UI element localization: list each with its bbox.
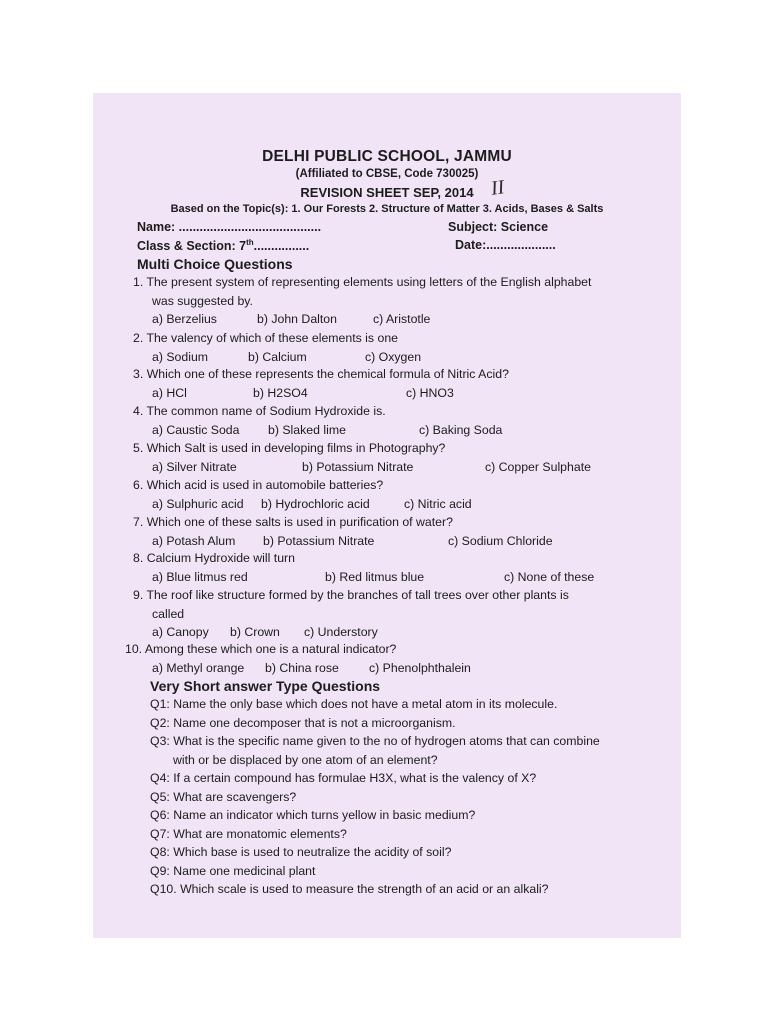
question-number: 2. <box>133 331 147 345</box>
mcq-question-text: 5. Which Salt is used in developing films in Photography? <box>133 441 446 455</box>
mcq-question-text: called <box>152 606 185 621</box>
mcq-question-text: 3. Which one of these represents the chemical formula of Nitric Acid? <box>133 367 509 381</box>
mcq-question-text: 6. Which acid is used in automobile batteries? <box>133 478 384 492</box>
vsa-question: Q2: Name one decomposer that is not a microorganism. <box>150 715 456 730</box>
mcq-question-text: 10. Among these which one is a natural indicator? <box>125 642 397 656</box>
mcq-option: a) Berzelius <box>152 312 217 326</box>
vsa-question: Q5: What are scavengers? <box>150 789 297 804</box>
mcq-option: b) Hydrochloric acid <box>261 496 370 511</box>
affiliation: (Affiliated to CBSE, Code 730025) <box>295 168 479 180</box>
mcq-option: b) China rose <box>265 660 339 675</box>
vsa-question: Q9: Name one medicinal plant <box>150 863 316 878</box>
mcq-option: c) HNO3 <box>406 385 454 400</box>
mcq-option: a) Blue litmus red <box>152 569 248 584</box>
mcq-option: a) Canopy <box>152 625 209 639</box>
question-number: 1. <box>133 275 147 289</box>
vsa-question: Q3: What is the specific name given to the no of hydrogen atoms that can combine <box>150 734 600 748</box>
mcq-option: b) Red litmus blue <box>325 569 425 584</box>
mcq-question-text: was suggested by. <box>152 293 253 308</box>
vsa-question: Q10. Which scale is used to measure the strength of an acid or an alkali? <box>150 882 549 896</box>
question-number: 5. <box>133 441 147 455</box>
mcq-option: c) Aristotle <box>373 312 431 326</box>
mcq-option: b) Calcium <box>248 349 307 364</box>
mcq-option: a) Potash Alum <box>152 533 236 548</box>
name-field: Name: ......................................... <box>137 220 322 234</box>
mcq-option: c) Sodium Chloride <box>448 533 553 548</box>
mcq-option: a) Caustic Soda <box>152 422 240 437</box>
vsa-question: Q1: Name the only base which does not have a metal atom in its molecule. <box>150 697 558 711</box>
mcq-option: a) Methyl orange <box>152 660 245 675</box>
vsa-question: Q4: If a certain compound has formulae H3X, what is the valency of X? <box>150 771 537 785</box>
class-section-field: Class & Section: 7th................ <box>137 238 310 254</box>
mcq-question-text: 8. Calcium Hydroxide will turn <box>133 551 295 565</box>
mcq-option: b) Potassium Nitrate <box>263 533 375 548</box>
document-page <box>93 93 681 938</box>
vsa-question: with or be displaced by one atom of an element? <box>173 752 438 767</box>
question-number: 3. <box>133 367 147 381</box>
mcq-option: c) Oxygen <box>365 349 422 364</box>
mcq-question-text: 4. The common name of Sodium Hydroxide is. <box>133 404 386 418</box>
mcq-option: b) Crown <box>230 625 280 639</box>
mcq-option: c) Understory <box>304 625 378 639</box>
mcq-option: c) None of these <box>504 569 595 584</box>
mcq-option: a) Sulphuric acid <box>152 496 244 511</box>
mcq-option: b) Potassium Nitrate <box>302 459 414 474</box>
mcq-option: a) HCl <box>152 385 187 400</box>
mcq-question-text: 1. The present system of representing elements using letters of the English alphabet <box>133 275 592 289</box>
vsa-question: Q7: What are monatomic elements? <box>150 826 347 841</box>
subject-field: Subject: Science <box>448 220 549 234</box>
mcq-option: c) Baking Soda <box>419 422 503 437</box>
mcq-question-text: 2. The valency of which of these elements is one <box>133 331 398 345</box>
mcq-option: b) Slaked lime <box>268 422 346 437</box>
question-number: 9. <box>133 588 147 602</box>
question-number: 6. <box>133 478 147 492</box>
mcq-option: c) Nitric acid <box>404 496 472 511</box>
handwritten-mark: II <box>489 176 506 200</box>
school-name: DELHI PUBLIC SCHOOL, JAMMU <box>262 148 512 165</box>
date-field: Date:.................... <box>455 238 556 252</box>
mcq-option: c) Phenolphthalein <box>369 660 471 675</box>
question-number: 8. <box>133 551 147 565</box>
mcq-question-text: 7. Which one of these salts is used in purification of water? <box>133 515 453 529</box>
mcq-heading: Multi Choice Questions <box>137 256 293 272</box>
vsa-question: Q8: Which base is used to neutralize the acidity of soil? <box>150 845 452 859</box>
sheet-title: REVISION SHEET SEP, 2014 <box>300 185 474 200</box>
topics-line: Based on the Topic(s): 1. Our Forests 2. Structure of Matter 3. Acids, Bases & Salts <box>170 203 604 215</box>
mcq-option: a) Silver Nitrate <box>152 459 237 474</box>
mcq-option: b) H2SO4 <box>253 385 308 400</box>
vsa-question: Q6: Name an indicator which turns yellow in basic medium? <box>150 808 476 822</box>
mcq-option: a) Sodium <box>152 349 209 364</box>
mcq-option: c) Copper Sulphate <box>485 459 591 474</box>
vsa-heading: Very Short answer Type Questions <box>150 678 381 694</box>
question-number: 4. <box>133 404 147 418</box>
question-number: 7. <box>133 515 147 529</box>
question-number: 10. <box>125 642 145 656</box>
mcq-question-text: 9. The roof like structure formed by the branches of tall trees over other plants is <box>133 588 569 602</box>
mcq-option: b) John Dalton <box>257 312 337 326</box>
